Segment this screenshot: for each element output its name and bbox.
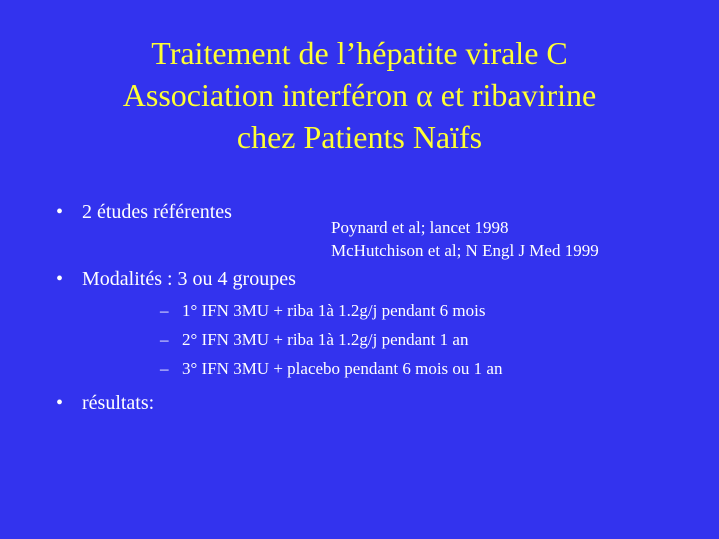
references — [331, 216, 599, 262]
bullet-modalities-text: Modalités : 3 ou 4 groupes — [82, 268, 296, 290]
dash-bullet: – — [160, 359, 169, 378]
group-item-1-text: 1° IFN 3MU + riba 1à 1.2g/j pendant 6 mois — [182, 301, 486, 320]
title-line-1: Traitement de l’hépatite virale C — [151, 35, 568, 71]
reference-mchutchison: McHutchison et al; N Engl J Med 1999 — [331, 241, 599, 260]
bullet-studies — [56, 200, 232, 224]
group-item-2 — [160, 329, 468, 351]
bullet-dot: • — [56, 268, 64, 290]
slide-title — [0, 32, 719, 158]
group-item-2-text: 2° IFN 3MU + riba 1à 1.2g/j pendant 1 an — [182, 330, 469, 349]
dash-bullet: – — [160, 301, 169, 320]
bullet-results — [56, 391, 154, 415]
bullet-results-text: résultats: — [82, 392, 155, 414]
title-line-3: chez Patients Naïfs — [236, 119, 483, 155]
group-item-3-text: 3° IFN 3MU + placebo pendant 6 mois ou 1 an — [182, 359, 503, 378]
dash-bullet: – — [160, 330, 169, 349]
bullet-dot: • — [56, 201, 64, 223]
title-line-2: Association interféron α et ribavirine — [122, 77, 597, 113]
bullet-modalities — [56, 267, 296, 291]
group-item-1 — [160, 300, 485, 322]
bullet-dot: • — [56, 392, 64, 414]
group-item-3 — [160, 358, 502, 380]
reference-poynard: Poynard et al; lancet 1998 — [331, 218, 509, 237]
bullet-studies-text: 2 études référentes — [82, 201, 232, 223]
